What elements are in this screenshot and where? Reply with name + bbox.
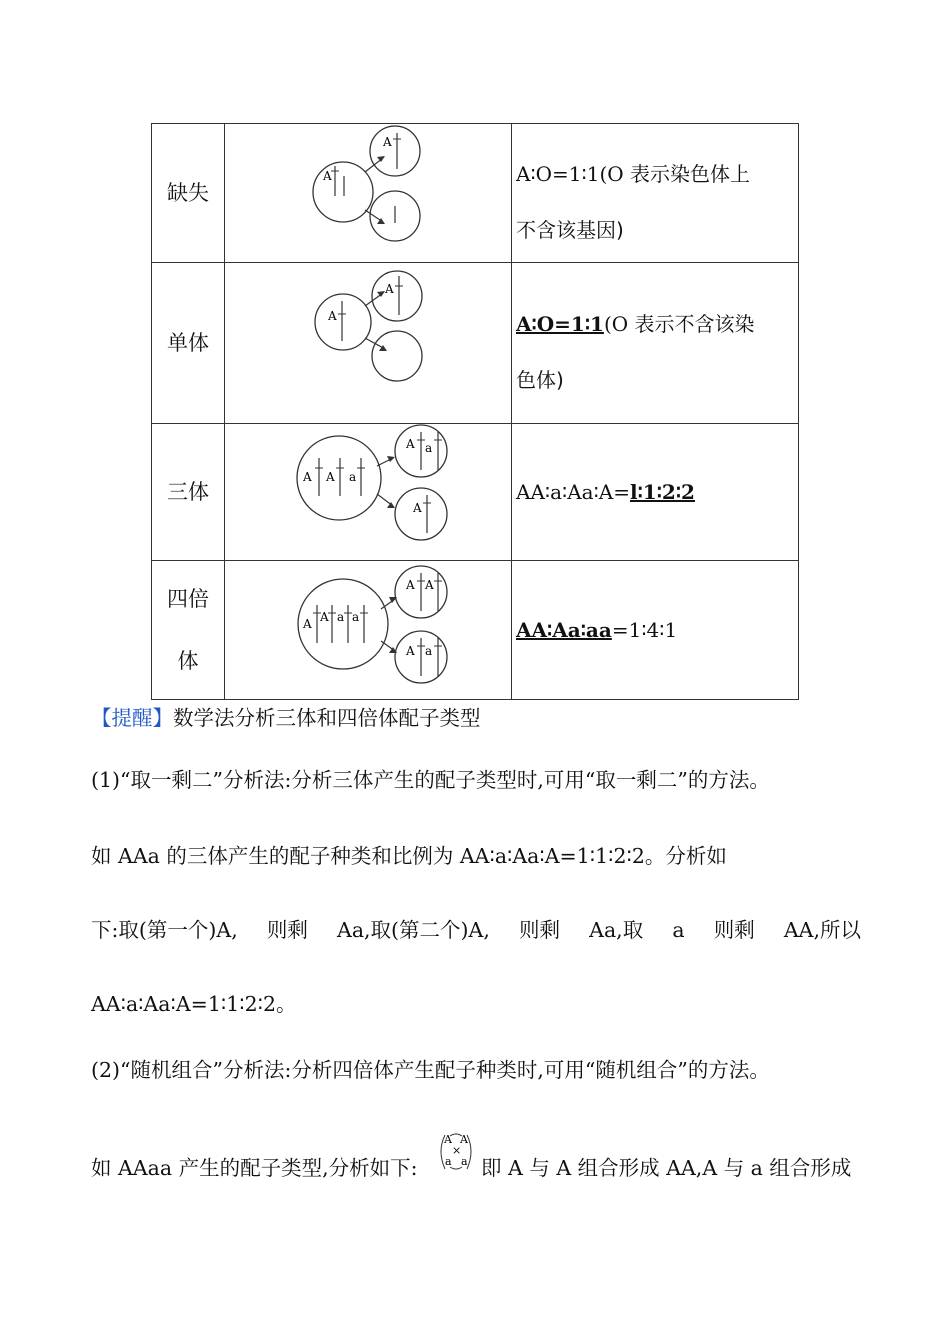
svg-text:A: A [326,470,335,484]
svg-text:a: a [461,1155,468,1168]
svg-text:A: A [303,617,312,631]
svg-text:A: A [406,437,415,451]
table-row [152,124,799,263]
svg-text:a: a [445,1155,452,1168]
svg-text:A: A [385,282,394,296]
tetraploid-diagram [225,561,512,700]
p1-line4: AA∶a∶Aa∶A=1∶1∶2∶2。 [91,992,297,1016]
trisomy-cell-diagram [225,424,511,556]
svg-text:A: A [413,501,422,515]
table-row [152,424,799,561]
svg-text:A: A [323,169,332,183]
table-row [152,561,799,700]
tip-title: 数学法分析三体和四倍体配子类型 [173,706,481,730]
svg-text:a: a [337,610,345,624]
svg-text:a: a [425,441,433,455]
tip-heading [91,703,861,733]
svg-text:A: A [303,470,312,484]
ratio-cell: AA∶a∶Aa∶A=l∶1∶2∶2 [512,424,799,561]
table-row [152,263,799,424]
row-name: 单体 [152,263,225,424]
svg-text:A: A [320,610,329,624]
monosomy-diagram [225,263,512,424]
p1-line3: 下:取(第一个)A, 则剩 Aa,取(第二个)A, 则剩 Aa,取 a 则剩 AA,所以 [91,918,861,942]
p1-line1: (1)“取一剩二”分析法:分析三体产生的配子类型时,可用“取一剩二”的方法。 [91,768,770,792]
tetraploid-cell-diagram [225,561,511,695]
random-combination-diagram [435,1129,477,1175]
ratio-cell: A∶O=1∶1(O 表示不含该染 色体) [512,263,799,424]
svg-text:A: A [406,578,415,592]
svg-text:a: a [425,644,433,658]
svg-text:a: a [349,470,357,484]
p2-line2: 如 AAaa 产生的配子类型,分析如下: A A × a a 即 A 与 A 组合形成 AA,A 与 a 组合形成 [91,1133,861,1193]
svg-text:a: a [352,610,360,624]
row-name: 缺失 [152,124,225,263]
chromosome-variation-table [151,123,799,700]
trisomy-diagram [225,424,512,561]
deletion-cell-diagram [225,124,511,258]
ratio-cell: AA∶Aa∶aa=1∶4∶1 [512,561,799,700]
row-name: 三体 [152,424,225,561]
svg-text:A: A [383,135,392,149]
svg-text:×: × [452,1144,462,1157]
row-name: 四倍 体 [152,561,225,700]
svg-text:A: A [444,1133,452,1146]
svg-text:A: A [328,309,337,323]
monosomy-cell-diagram [225,263,511,419]
ratio-cell: A∶O=1∶1(O 表示染色体上 不含该基因) [512,124,799,263]
deletion-diagram [225,124,512,263]
svg-text:A: A [460,1133,468,1146]
svg-text:A: A [425,578,434,592]
p2-line1: (2)“随机组合”分析法:分析四倍体产生配子种类时,可用“随机组合”的方法。 [91,1058,770,1082]
p1-line2: 如 AAa 的三体产生的配子种类和比例为 AA∶a∶Aa∶A=1∶1∶2∶2。分析如 [91,844,727,868]
svg-text:A: A [406,644,415,658]
tip-bracket: 【提醒】 [91,706,173,730]
